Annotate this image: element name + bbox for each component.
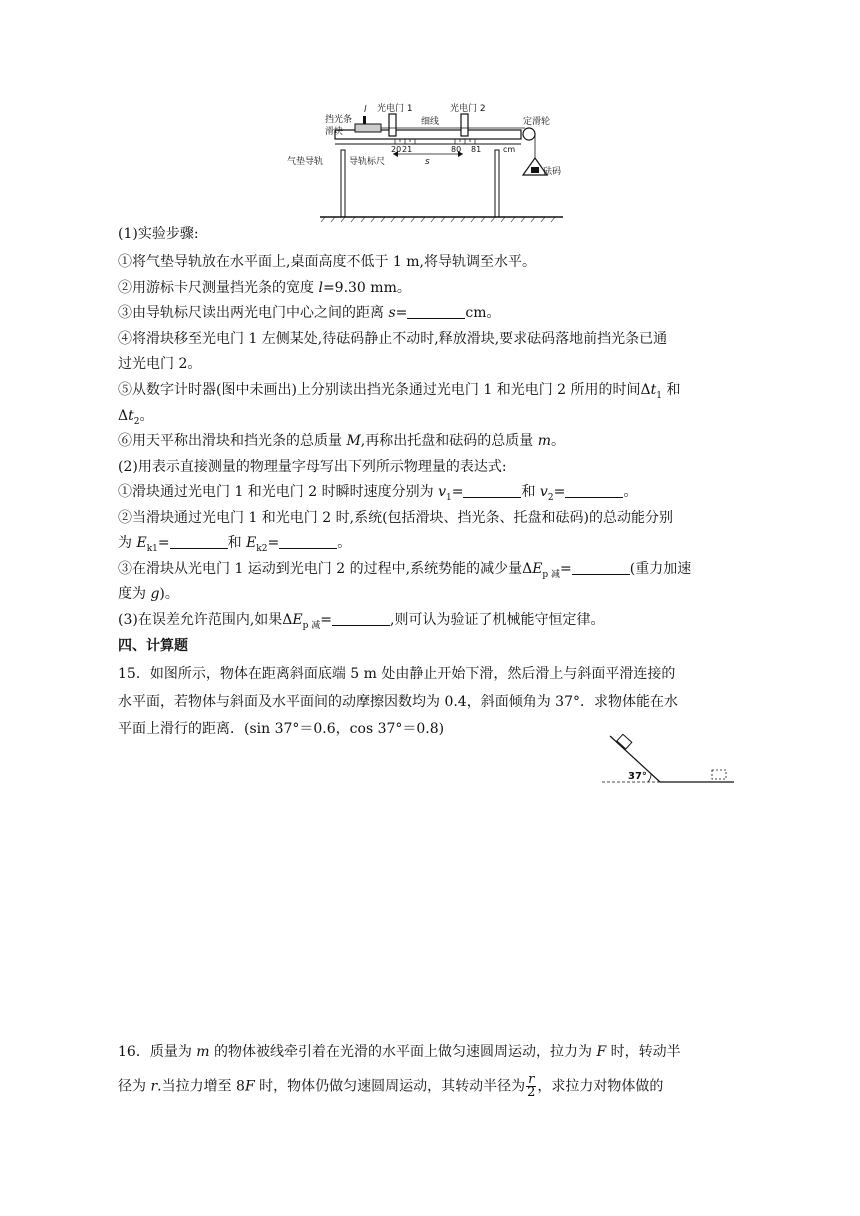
label-slider: 滑块 <box>325 127 344 137</box>
step-6: ⑥用天平称出滑块和挡光条的总质量 M,再称出托盘和砝码的总质量 m。 <box>118 433 565 449</box>
q16-line-2: 径为 r.当拉力增至 8F 时，物体仍做匀速圆周运动，其转动半径为 $\frac{r}{2}$ ，求拉力对物体做的 <box>118 1072 664 1100</box>
part3: (3)在误差允许范围内,如果$\Delta E_{p 减}=$ ,则可认为验证了机械能守恒定律。 <box>118 612 605 631</box>
q15-line-3: 平面上滑行的距离．(sin 37°＝0.6，cos 37°＝0.8) <box>118 721 445 737</box>
part2-q3-line-2: 度为 g)。 <box>118 586 179 602</box>
air-track-figure <box>285 100 575 224</box>
part2-q1: ①滑块通过光电门 1 和光电门 2 时瞬时速度分别为 $v_1=$ 和 $v_2=$ 。 <box>118 484 638 503</box>
q15-line-1: 15．如图所示，物体在距离斜面底端 5 m 处由静止开始下滑，然后滑上与斜面平滑连接的 <box>118 666 676 682</box>
label-gate1: 光电门 1 <box>377 104 413 114</box>
part1-title: (1)实验步骤: <box>118 226 199 242</box>
scale-81: 81 <box>471 145 482 154</box>
part2-title: (2)用表示直接测量的物理量字母写出下列所示物理量的表达式: <box>118 459 507 475</box>
answer-blank[interactable] <box>572 560 630 575</box>
scale-80: 80 <box>451 145 462 154</box>
scale-unit: cm <box>503 145 516 154</box>
step-2: ②用游标卡尺测量挡光条的宽度 l=9.30 mm。 <box>118 280 411 296</box>
incline-angle-label: 37° <box>628 771 647 782</box>
section-4-title: 四、计算题 <box>118 638 188 654</box>
answer-blank[interactable] <box>332 611 390 626</box>
step-1: ①将气垫导轨放在水平面上,桌面高度不低于 1 m,将导轨调至水平。 <box>118 254 536 270</box>
label-pulley: 定滑轮 <box>523 117 551 127</box>
label-s: s <box>425 157 430 167</box>
label-strip: 挡光条 <box>325 115 353 125</box>
answer-blank[interactable] <box>407 304 465 319</box>
part2-q2-line-2: 为 $E_{k1}=$ 和 $E_{k2}=$ 。 <box>118 535 352 554</box>
part2-q3-line-1: ③在滑块从光电门 1 运动到光电门 2 的过程中,系统势能的减少量$\Delta E_{p 减}=$ (重力加速 <box>118 561 692 580</box>
label-weight: 砝码 <box>543 167 562 177</box>
q15-line-2: 水平面，若物体与斜面及水平面间的动摩擦因数均为 0.4，斜面倾角为 37°．求物体能在水 <box>118 694 678 710</box>
answer-blank[interactable] <box>170 534 228 549</box>
scale-21: 21 <box>402 145 413 154</box>
part2-q2-line-1: ②当滑块通过光电门 1 和光电门 2 时,系统(包括滑块、挡光条、托盘和砝码)的总动能分别 <box>118 510 673 526</box>
step-3: ③由导轨标尺读出两光电门中心之间的距离 s= cm。 <box>118 305 501 321</box>
label-gate2: 光电门 2 <box>450 104 486 114</box>
label-thread: 细线 <box>421 117 440 127</box>
answer-blank[interactable] <box>565 483 623 498</box>
answer-blank[interactable] <box>463 483 521 498</box>
label-ruler: 导轨标尺 <box>349 157 386 167</box>
q16-line-1: 16．质量为 m 的物体被线牵引着在光滑的水平面上做匀速圆周运动，拉力为 F 时，转动半 <box>118 1044 681 1060</box>
fraction-r-over-2: $\frac{r}{2}$ <box>527 1072 536 1100</box>
label-l: l <box>364 105 367 115</box>
label-rail: 气垫导轨 <box>287 157 324 167</box>
step-5-line-1: ⑤从数字计时器(图中未画出)上分别读出挡光条通过光电门 1 和光电门 2 所用的时间$\Delta t_1$ 和 <box>118 382 681 401</box>
incline-figure <box>600 732 740 792</box>
answer-blank[interactable] <box>279 534 337 549</box>
step-4-line-1: ④将滑块移至光电门 1 左侧某处,待砝码静止不动时,释放滑块,要求砝码落地前挡光条已通 <box>118 331 668 347</box>
scale-20: 20 <box>391 145 402 154</box>
step-4-line-2: 过光电门 2。 <box>118 356 202 372</box>
step-5-line-2: $\Delta t_2$。 <box>118 408 154 427</box>
